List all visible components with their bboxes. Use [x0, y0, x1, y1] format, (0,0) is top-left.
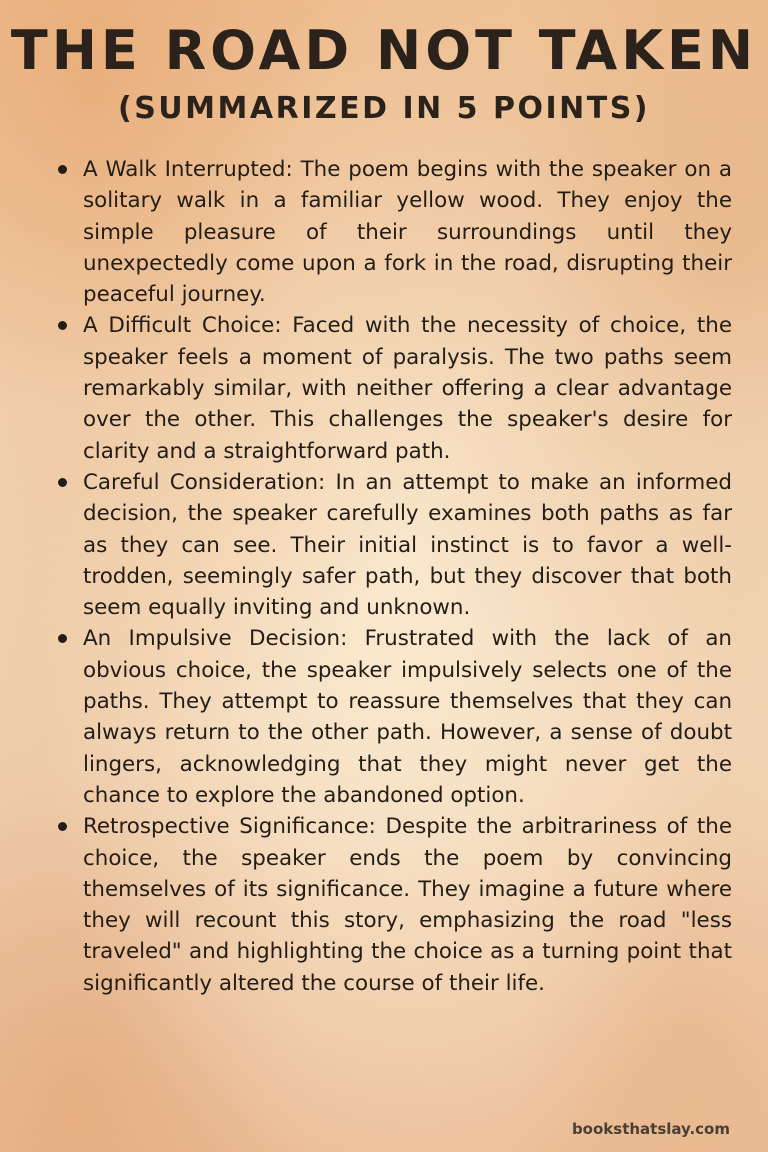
summary-point	[54, 154, 732, 310]
summary-point-text: Careful Consideration: In an attempt to make an informed decision, the speaker carefully examines both paths as far as they can see. Their initial instinct is to favor a well-trodden, seemingly safer path, but they discover that both seem equally inviting and unknown.	[83, 469, 732, 621]
page-title: THE ROAD NOT TAKEN	[10, 19, 758, 82]
summary-point	[54, 811, 732, 999]
page-subtitle: (SUMMARIZED IN 5 POINTS)	[117, 91, 651, 126]
summary-point-text: Retrospective Significance: Despite the arbitrariness of the choice, the speaker ends the poem by convincing themselves of its significance. They imagine a future where they will recount this story, emphasizing the road "less traveled" and highlighting the choice as a turning point that significantly altered the course of their life.	[83, 814, 732, 996]
summary-point	[54, 467, 732, 623]
summary-point-text: A Difficult Choice: Faced with the necessity of choice, the speaker feels a moment of paralysis. The two paths seem remarkably similar, with neither offering a clear advantage over the other. This challenges the speaker's desire for clarity and a straightforward path.	[83, 313, 732, 464]
summary-point	[54, 310, 732, 466]
source-watermark: booksthatslay.com	[571, 1120, 730, 1138]
bullet-icon	[58, 822, 67, 831]
summary-points-list	[54, 154, 732, 999]
bullet-icon	[58, 165, 67, 174]
bullet-icon	[58, 321, 67, 330]
bullet-icon	[58, 478, 67, 487]
bullet-icon	[58, 634, 67, 643]
summary-point-text: A Walk Interrupted: The poem begins with the speaker on a solitary walk in a familiar yellow wood. They enjoy the simple pleasure of their surroundings until they unexpectedly come upon a fork in the road, disrupting their peaceful journey.	[83, 157, 732, 308]
summary-point	[54, 623, 732, 811]
summary-point-text: An Impulsive Decision: Frustrated with the lack of an obvious choice, the speaker impulsively selects one of the paths. They attempt to reassure themselves that they can always return to the other path. However, a sense of doubt lingers, acknowledging that they might never get the chance to explore the abandoned option.	[83, 626, 732, 808]
